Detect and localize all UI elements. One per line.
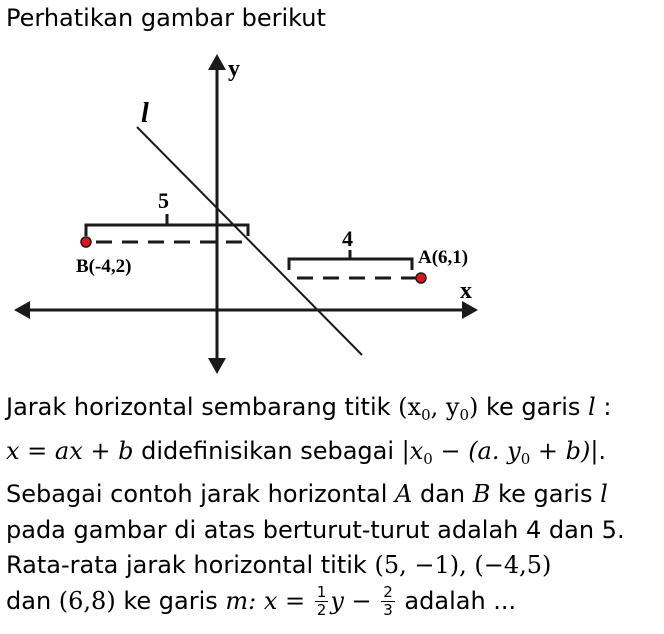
y-axis-down-arrow	[208, 358, 226, 374]
paragraph-line-6: dan (6,8) ke garis m: x = $\frac{1}{2}$ y − $\frac{2}{3}$ adalah ...	[6, 583, 517, 619]
distance-a-label: 4	[342, 226, 353, 251]
point-b	[81, 237, 91, 247]
line-l	[137, 127, 362, 355]
fraction-two-thirds: $\frac{2}{3}$	[383, 583, 393, 619]
x-axis-label: x	[460, 278, 472, 304]
paragraph-line-3: Sebagai contoh jarak horizontal A dan B ke garis l	[6, 480, 608, 508]
point-a	[416, 273, 426, 283]
y-axis-label: y	[228, 56, 240, 82]
intro-text: Perhatikan gambar berikut	[6, 4, 326, 32]
brace-b	[86, 214, 248, 236]
brace-a	[289, 250, 412, 270]
paragraph-line-1: Jarak horizontal sembarang titik ($x_0$, $y_0$) ke garis l :	[6, 393, 612, 424]
paragraph-line-4: pada gambar di atas berturut-turut adalah 4 dan 5.	[6, 515, 625, 544]
y-axis-up-arrow	[208, 54, 226, 70]
problem-paragraph	[6, 390, 662, 619]
distance-b-label: 5	[158, 188, 169, 213]
x-axis-left-arrow	[14, 301, 30, 319]
fraction-one-half: $\frac{1}{2}$	[316, 583, 327, 619]
paragraph-line-5: Rata-rata jarak horizontal titik (5, −1), (−4,5)	[6, 551, 552, 579]
point-b-label: B(-4,2)	[76, 256, 132, 277]
coordinate-figure	[0, 50, 664, 380]
paragraph-line-2: x = ax + b didefinisikan sebagai $|x_0 - (a$. $y_0 + b)|$.	[6, 436, 607, 468]
line-l-label: l	[141, 98, 149, 129]
point-a-label: A(6,1)	[418, 247, 469, 268]
